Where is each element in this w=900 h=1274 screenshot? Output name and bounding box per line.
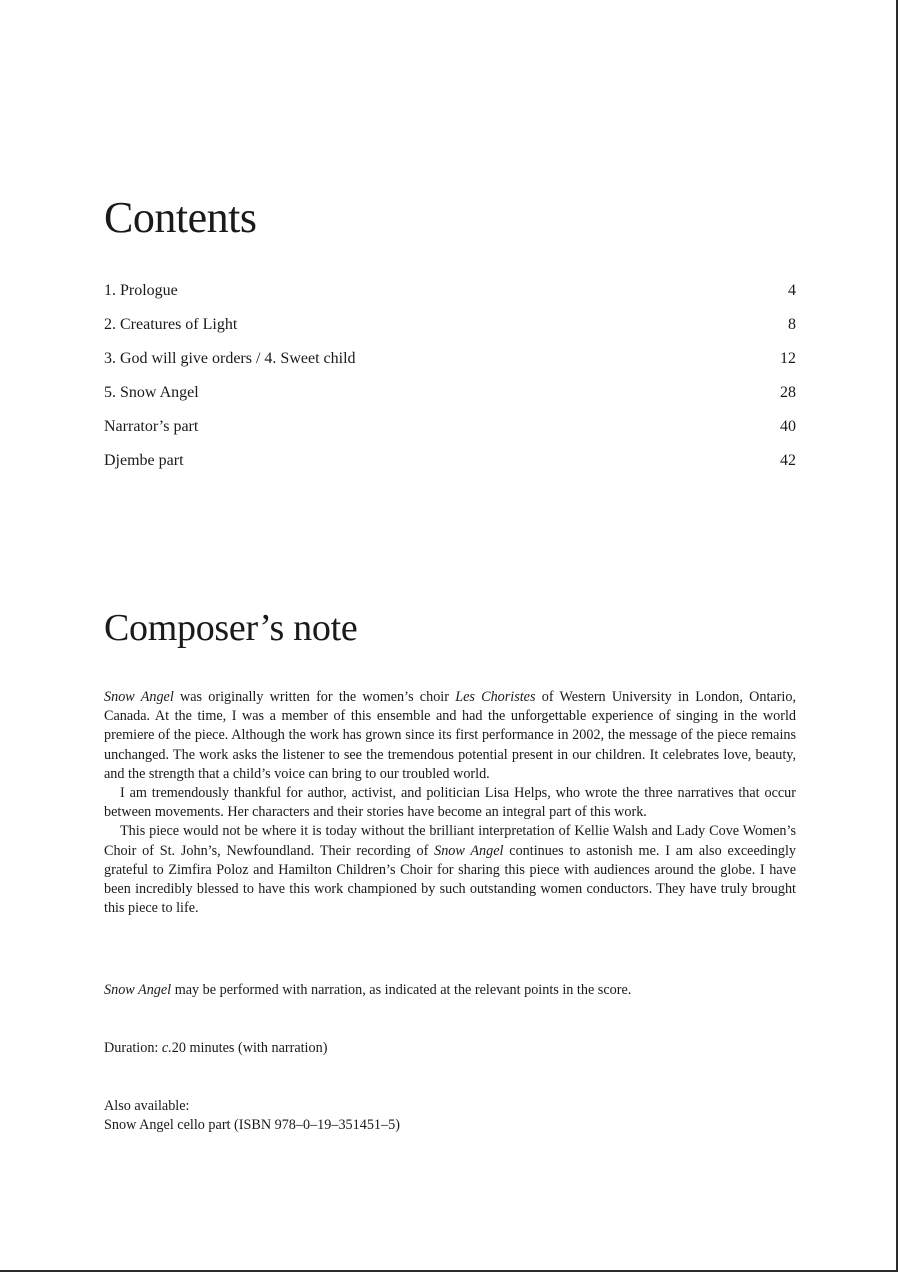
note-paragraph: This piece would not be where it is today without the brilliant interpretation of Kellie Walsh and Lady Cove Women’s Choir of St. John’s, Newfoundland. Their recording of Snow Angel continues to astonish me. I am also exceedingly grateful to Zimfira Poloz and Hamilton Children’s Choir for sharing this piece with audiences around the globe. I have been incredibly blessed to have this work championed by such outstanding women conductors. They have truly brought this piece to life. [104, 823, 796, 917]
composers-note-body [104, 688, 796, 918]
toc-item-label: Djembe part [104, 452, 184, 469]
toc-item [104, 346, 796, 380]
duration-note: Duration: c.20 minutes (with narration) [104, 1040, 328, 1056]
toc-item [104, 414, 796, 448]
toc-item-page: 12 [780, 350, 796, 367]
toc-item-label: 2. Creatures of Light [104, 316, 238, 333]
toc-item-page: 4 [788, 282, 796, 299]
toc-item-page: 28 [780, 384, 796, 401]
toc-item-page: 40 [780, 418, 796, 435]
note-paragraph: Snow Angel was originally written for the women’s choir Les Choristes of Western University in London, Ontario, Canada. At the time, I was a member of this ensemble and had the unforgettable experience of singing in the world premiere of the piece. Although the work has grown since its first performance in 2002, the message of the piece remains unchanged. The work asks the listener to see the tremendous potential present in our children. It celebrates love, beauty, and the strength that a child’s voice can bring to our troubled world. [104, 689, 796, 782]
toc-item-label: Narrator’s part [104, 418, 199, 435]
toc-item-page: 42 [780, 452, 796, 469]
contents-heading: Contents [104, 193, 257, 242]
also-available-label: Also available: [104, 1098, 190, 1114]
work-title: Snow Angel [434, 842, 504, 859]
choir-name: Les Choristes [455, 689, 536, 705]
also-available-note [104, 1097, 796, 1135]
composers-note-heading: Composer’s note [104, 607, 358, 649]
narration-note: Snow Angel may be performed with narration, as indicated at the relevant points in the score. [104, 982, 632, 998]
table-of-contents [104, 278, 796, 482]
toc-item-label: 3. God will give orders / 4. Sweet child [104, 350, 356, 367]
toc-item-label: 5. Snow Angel [104, 384, 199, 401]
note-paragraph: I am tremendously thankful for author, activist, and politician Lisa Helps, who wrote the three narratives that occur between movements. Her characters and their stories have become an integral part of this work. [104, 785, 796, 821]
toc-item [104, 448, 796, 482]
also-available-item: Snow Angel cello part (ISBN 978–0–19–351451–5) [104, 1117, 400, 1134]
toc-item [104, 380, 796, 414]
toc-item-label: 1. Prologue [104, 282, 178, 299]
work-title: Snow Angel [104, 689, 174, 705]
work-title: Snow Angel [104, 982, 172, 998]
toc-item [104, 278, 796, 312]
toc-item-page: 8 [788, 316, 796, 333]
toc-item [104, 312, 796, 346]
